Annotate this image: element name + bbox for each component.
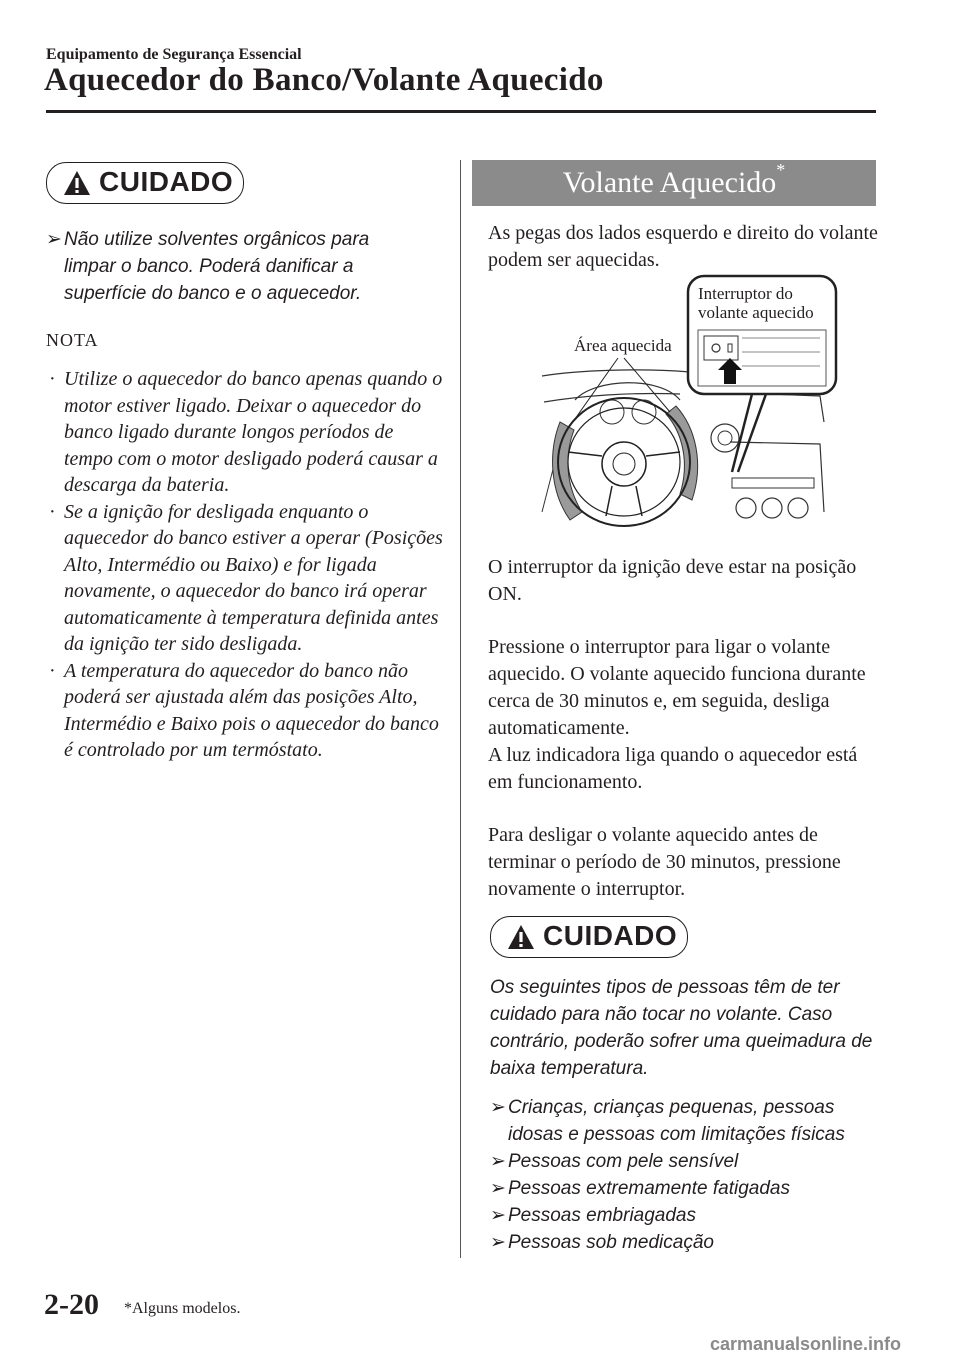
- banner-title: Volante Aquecido: [562, 166, 777, 199]
- warning-triangle-icon: [63, 170, 91, 196]
- paragraph-indicator: A luz indicadora liga quando o aquecedor está em funcionamento.: [488, 744, 858, 793]
- paragraph-operation: Pressione o interruptor para ligar o volante aquecido. O volante aquecido funciona durante cerca de 30 minutos e, em seguida, desliga automaticamente.: [488, 636, 866, 739]
- arrow-bullet-icon: ➢: [490, 1097, 506, 1118]
- label-switch-line1: Interruptor do: [698, 284, 793, 303]
- note-item: · Se a ignição for desligada enquanto o aquecedor do banco estiver a operar (Posições Alto, Intermédio ou Baixo) e for ligada novamente, o aquecedor do banco irá operar automaticamente à temperatura definida antes da ignição ter sido desligada.: [49, 500, 443, 655]
- note-text: Se a ignição for desligada enquanto o aquecedor do banco estiver a operar (Posições Alto, Intermédio ou Baixo) e for ligada novamente, o aquecedor do banco irá operar automaticamente à temperatura definida antes da ignição ter sido desligada.: [64, 500, 443, 655]
- note-text: A temperatura do aquecedor do banco não poderá ser ajustada além das posições Alto, Intermédio e Baixo pois o aquecedor do banco é controlado por um termóstato.: [64, 659, 439, 761]
- paragraph-turn-off: Para desligar o volante aquecido antes de terminar o período de 30 minutos, pressione novamente o interruptor.: [488, 824, 841, 900]
- caution-label: CUIDADO: [543, 920, 678, 951]
- banner-asterisk: *: [776, 160, 786, 180]
- caution-list-text: Crianças, crianças pequenas, pessoas idosas e pessoas com limitações físicas: [508, 1097, 845, 1145]
- note-list: [46, 366, 446, 764]
- label-switch: [698, 284, 814, 322]
- title-rule: [46, 110, 876, 113]
- label-switch-line2: volante aquecido: [698, 303, 814, 322]
- page-title: Aquecedor do Banco/Volante Aquecido: [44, 62, 604, 98]
- arrow-bullet-icon: ➢: [490, 1205, 506, 1226]
- note-item: · A temperatura do aquecedor do banco não poderá ser ajustada além das posições Alto, Intermédio e Baixo pois o aquecedor do banco é controlado por um termóstato.: [49, 659, 439, 761]
- arrow-bullet-icon: ➢: [490, 1178, 506, 1199]
- steering-wheel-illustration: [520, 272, 840, 544]
- arrow-bullet-icon: ➢: [46, 229, 62, 250]
- caution-box-right: [490, 916, 688, 958]
- caution-list-text: Pessoas com pele sensível: [508, 1151, 739, 1172]
- section-header: Equipamento de Segurança Essencial: [46, 46, 302, 63]
- column-divider: [460, 160, 461, 1258]
- note-text: Utilize o aquecedor do banco apenas quando o motor estiver ligado. Deixar o aquecedor do banco ligado durante longos períodos de tempo com o motor desligado poderá causar a descarga da bateria.: [64, 368, 443, 496]
- nota-heading: NOTA: [46, 330, 99, 350]
- note-item: · Utilize o aquecedor do banco apenas quando o motor estiver ligado. Deixar o aquecedor do banco ligado durante longos períodos de tempo com o motor desligado poderá causar a descarga da bateria.: [49, 368, 443, 496]
- arrow-bullet-icon: ➢: [490, 1151, 506, 1172]
- caution-list-text: Pessoas embriagadas: [508, 1205, 696, 1226]
- caution-list-text: Pessoas extremamente fatigadas: [508, 1178, 790, 1199]
- caution-list-text: Pessoas sob medicação: [508, 1232, 714, 1253]
- caution-item-text: Não utilize solventes orgânicos para limpar o banco. Poderá danificar a superfície do banco e o aquecedor.: [64, 229, 370, 304]
- section-banner: [472, 160, 876, 206]
- warning-triangle-icon: [507, 924, 535, 950]
- intro-paragraph: As pegas dos lados esquerdo e direito do volante podem ser aquecidas.: [488, 222, 878, 271]
- watermark: carmanualsonline.info: [710, 1334, 902, 1354]
- caution-text: Os seguintes tipos de pessoas têm de ter cuidado para não tocar no volante. Caso contrário, poderão sofrer uma queimadura de baixa temperatura.: [490, 977, 873, 1079]
- arrow-bullet-icon: ➢: [490, 1232, 506, 1253]
- caution-box-left: [46, 162, 244, 204]
- caution-label: CUIDADO: [99, 166, 234, 197]
- footnote: *Alguns modelos.: [124, 1300, 241, 1317]
- page-number: 2-20: [44, 1288, 99, 1321]
- paragraph-ignition: O interruptor da ignição deve estar na posição ON.: [488, 556, 857, 605]
- label-heated-area: Área aquecida: [574, 336, 672, 355]
